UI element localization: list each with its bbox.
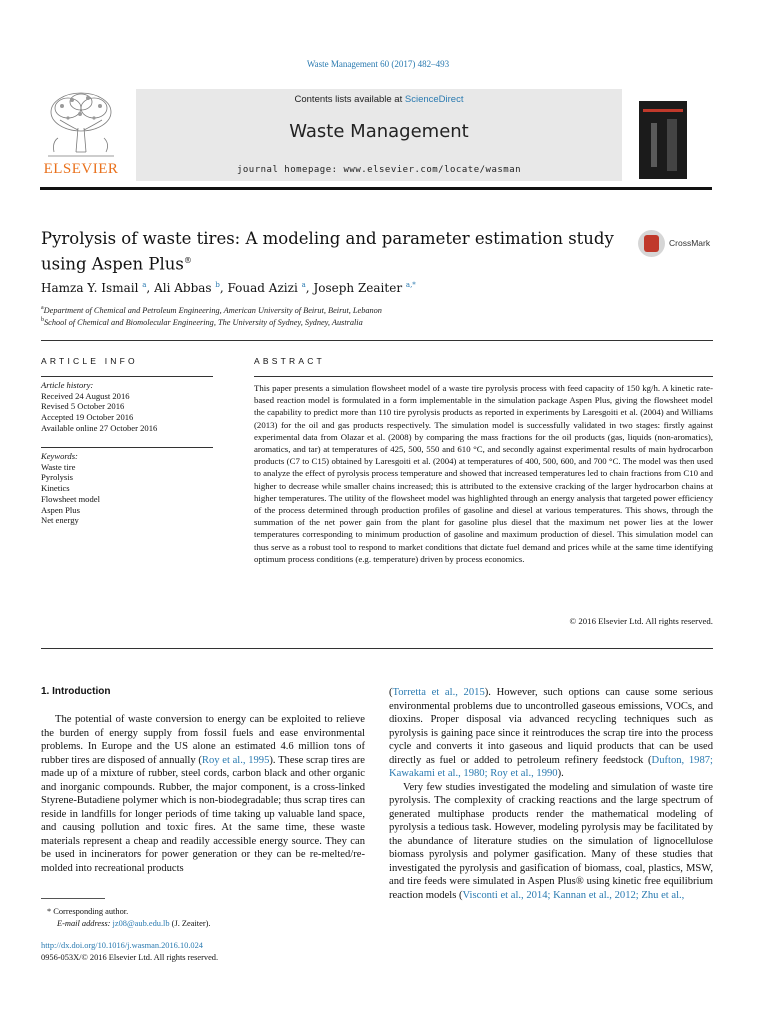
elsevier-wordmark: ELSEVIER bbox=[43, 161, 119, 177]
info-divider bbox=[41, 447, 213, 448]
header-divider bbox=[40, 187, 712, 190]
article-info-label: ARTICLE INFO bbox=[41, 356, 138, 366]
doi-link[interactable]: http://dx.doi.org/10.1016/j.wasman.2016.10.024 bbox=[41, 941, 203, 950]
history-item: Available online 27 October 2016 bbox=[41, 422, 158, 433]
history-item: Accepted 19 October 2016 bbox=[41, 412, 134, 423]
affiliation: $^a$Department of Chemical and Petroleum Engineering, American University of Beirut, Beirut, Lebanon bbox=[41, 305, 382, 315]
paragraph: Very few studies investigated the modeling and simulation of waste tire pyrolysis. The complexity of cracking reactions and the large spectrum of generated multiphase products render the mathematical modeling of pyrolysis a tedious task. However, modeling pyrolysis may be facilitated by the abundance of literature studies on the simulation of lignocellulose biomass pyrolysis and polymer gasification. Many of these studies that investigated the pyrolysis and gasification of biomass, coal, plastics, MSW, and tire feeds were simulated in Aspen Plus® using kinetic free equilibrium reaction models (Visconti et al., 2014; Kannan et al., 2012; Zhu et al., bbox=[389, 781, 713, 901]
abstract-divider bbox=[254, 376, 713, 377]
affiliation: $^b$School of Chemical and Biomolecular Engineering, The University of Sydney, Sydney, Australia bbox=[41, 317, 363, 327]
paragraph: The potential of waste conversion to energy can be exploited to relieve the burden of energy supply from fossil fuels and ease environmental problems. In Europe and the US alone an estimated 4.6 million tons of rubber tires are disposed of annually (Roy et al., 1995). These scrap tires are made up of a mixture of rubber, steel cords, carbon black and other organic and inorganic compounds. Rubber, the major component, is a cross-linked Styrene-Butadiene polymer which is non-biodegradable; thus scrap tires can reside in landfills for longer periods of time taking up valuable land space, and causing pollution and toxic fires. At the same time, these waste materials represent a cheap and readily accessible energy source. They can be used in incinerators for power generation or they can be re-melted/re-molded into recreational products bbox=[41, 714, 365, 874]
keyword: Net energy bbox=[41, 515, 79, 526]
footnote-divider bbox=[41, 898, 105, 899]
journal-homepage[interactable]: journal homepage: www.elsevier.com/locate/wasman bbox=[236, 165, 522, 175]
history-item: Revised 5 October 2016 bbox=[41, 401, 125, 412]
article-history: Article history: Received 24 August 2016 Revised 5 October 2016 Accepted 19 October 2016 Available online 27 October 2016 bbox=[41, 380, 213, 434]
citation-link[interactable]: Roy et al., 1995 bbox=[201, 754, 270, 766]
journal-header-band bbox=[136, 89, 622, 181]
section-divider bbox=[41, 340, 713, 341]
issn-line: 0956-053X/© 2016 Elsevier Ltd. All rights reserved. bbox=[41, 953, 219, 962]
history-item: Received 24 August 2016 bbox=[41, 390, 130, 401]
article-title: Pyrolysis of waste tires: A modeling and parameter estimation study using Aspen Plus® bbox=[41, 229, 614, 274]
author-affil-link[interactable]: b bbox=[215, 281, 220, 289]
author-affil-link[interactable]: a bbox=[301, 281, 306, 289]
crossmark-badge[interactable]: CrossMark bbox=[638, 230, 728, 258]
email-note: E-mail address: jz08@aub.edu.lb (J. Zeaiter). bbox=[57, 919, 211, 928]
author-name: Hamza Y. Ismail bbox=[41, 281, 139, 295]
abstract-text: This paper presents a simulation flowsheet model of a waste tire pyrolysis process with feed capacity of 150 kg/h. A kinetic rate-based reaction model is formulated in a form implementable in the simulation package Aspen Plus, giving the flowsheet model the capability to predict more than 110 tire pyrolysis products as reported in experiments by Laresgoiti et al. (2004) and Williams (2013) for the oil and gas products respectively. The simulation model is successfully validated in two stages: firstly against experimental data from Olazar et al. (2008) by comparing the mass fractions for the oil products (gas, liquids (non-aromatics), aromatics, and tar) at temperatures of 425, 500, 550 and 610 °C, and secondly against experimental results of main hydrocarbon products (C7 to C15) obtained by Laresgoiti et al. (2004) at temperatures of 400, 500, 600, and 700 °C. The model was then used to analyze the effect of pyrolysis process temperature and showed that increased temperatures led to chain fractions from C10 and higher to decrease while smaller chains increased; this is attributed to the extensive cracking of the larger hydrocarbon chains at higher temperatures. The utility of the flowsheet model was highlighted through an energy analysis that targeted power efficiency of the process determined through production profiles of gasoline and diesel at various temperatures. This shows, through the summation of the net power gain from the plant for gasoline plus diesel that the maximum net power lies at the lower temperatures corresponding to minimum production of gasoline and maximum production of diesel. This simulation model can thus serve as a robust tool to respond to market conditions that dictate fuel demand and prices while at the same time identifying optimum process conditions (e.g. temperature) driven by process economics. bbox=[254, 383, 713, 564]
paragraph: (Torretta et al., 2015). However, such options can cause some serious environmental problems due to uncontrolled gaseous emissions, VOCs, and dioxins. Proper disposal via advanced recycling techniques such as pyrolysis is gaining pace since it reintroduces the scrap tire into the process cycle and converts it into gaseous and liquid products that can be used directly as fuel or added to petroleum refinery feedstock (Dufton, 1987; Kawakami et al., 1980; Roy et al., 1990). bbox=[389, 687, 713, 779]
crossmark-icon bbox=[638, 230, 665, 257]
keyword: Pyrolysis bbox=[41, 472, 73, 483]
corresponding-author-note: * Corresponding author. bbox=[47, 907, 129, 916]
contents-line: Contents lists available at ScienceDirect bbox=[294, 94, 464, 105]
tree-icon bbox=[40, 90, 122, 160]
keyword: Aspen Plus bbox=[41, 504, 80, 515]
abstract-label: ABSTRACT bbox=[254, 356, 325, 366]
abstract-copyright: © 2016 Elsevier Ltd. All rights reserved. bbox=[569, 616, 713, 626]
author-name: Joseph Zeaiter bbox=[313, 281, 403, 295]
body-column-left bbox=[41, 713, 365, 875]
keyword: Kinetics bbox=[41, 483, 70, 494]
citation-link[interactable]: Visconti et al., 2014; Kannan et al., 2012; Zhu et al., bbox=[462, 889, 685, 901]
citation-link[interactable]: Dufton, 1987; Kawakami et al., 1980; Roy et al., 1990 bbox=[389, 754, 713, 779]
author-name: Ali Abbas bbox=[154, 281, 212, 295]
section-divider bbox=[41, 648, 713, 649]
section-heading: 1. Introduction bbox=[41, 686, 111, 697]
body-column-right bbox=[389, 686, 713, 902]
elsevier-logo bbox=[40, 90, 122, 178]
email-link[interactable]: jz08@aub.edu.lb bbox=[112, 919, 170, 928]
author-affil-link[interactable]: a bbox=[142, 281, 147, 289]
author-list: Hamza Y. Ismail $^a$, Ali Abbas $^b$, Fouad Azizi $^a$, Joseph Zeaiter $^{a,*}$ bbox=[41, 281, 416, 295]
author-name: Fouad Azizi bbox=[227, 281, 298, 295]
sciencedirect-link[interactable]: ScienceDirect bbox=[404, 94, 464, 105]
author-affil-link[interactable]: a,* bbox=[405, 281, 416, 289]
keyword: Waste tire bbox=[41, 461, 76, 472]
journal-name: Waste Management bbox=[289, 121, 469, 142]
journal-cover-thumbnail bbox=[639, 101, 687, 179]
keyword: Flowsheet model bbox=[41, 493, 100, 504]
keywords: Keywords: Waste tire Pyrolysis Kinetics Flowsheet model Aspen Plus Net energy bbox=[41, 451, 213, 526]
journal-citation[interactable]: Waste Management 60 (2017) 482–493 bbox=[306, 59, 450, 69]
citation-link[interactable]: Torretta et al., 2015 bbox=[392, 687, 485, 698]
info-divider bbox=[41, 376, 213, 377]
